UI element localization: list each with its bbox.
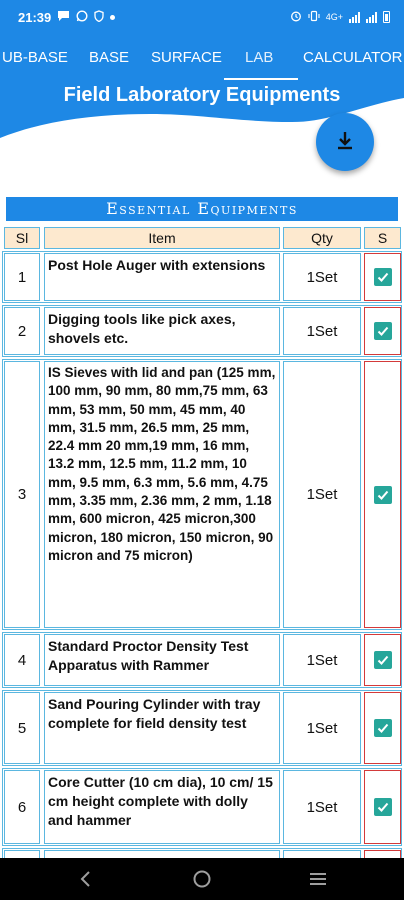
row-item: Standard Proctor Density Test Apparatus with Rammer: [44, 634, 280, 686]
row-sl: 2: [4, 307, 40, 355]
row-sl: 1: [4, 253, 40, 301]
check-icon: [376, 324, 390, 338]
header-qty: Qty: [283, 227, 361, 249]
status-left: [18, 10, 115, 25]
tab-base[interactable]: BASE: [89, 49, 130, 66]
chat-icon: [57, 10, 70, 24]
header-sl: Sl: [4, 227, 40, 249]
checkbox[interactable]: [374, 719, 392, 737]
row-item: IS Sieves with lid and pan (125 mm, 100 mm, 90 mm, 80 mm,75 mm, 63 mm, 53 mm, 50 mm, 45 mm, 40 mm, 31.5 mm, 26.5 mm, 25 mm, 22.4 mm 20 mm,19 mm, 16 mm, 13.2 mm, 12.5 mm, 11.2 mm, 10 mm, 9.5 mm, 6.3 mm, 5.6 mm, 4.75 mm, 3.35 mm, 2.36 mm, 2 mm, 1.18 mm, 600 micron, 425 micron,300 micron, 180 micron, 150 micron, 90 micron and 75 micron): [44, 361, 280, 628]
section-title: Essential Equipments: [6, 197, 398, 221]
row-sl: 6: [4, 770, 40, 844]
check-icon: [376, 721, 390, 735]
checkbox[interactable]: [374, 268, 392, 286]
row-sl: 3: [4, 361, 40, 628]
header-s: S: [364, 227, 401, 249]
row-status-cell: [364, 770, 401, 844]
whatsapp-icon: [76, 10, 88, 24]
checkbox[interactable]: [374, 486, 392, 504]
network-type-label: 4G+: [325, 11, 343, 22]
row-item: Core Cutter (10 cm dia), 10 cm/ 15 cm height complete with dolly and hammer: [44, 770, 280, 844]
row-qty: 1Set: [283, 634, 361, 686]
download-icon: [334, 129, 356, 156]
back-icon: [79, 870, 93, 888]
row-sl: 5: [4, 692, 40, 764]
row-item: Sand Pouring Cylinder with tray complete for field density test: [44, 692, 280, 764]
signal-2-icon: [366, 12, 377, 23]
row-status-cell: [364, 307, 401, 355]
menu-icon: [309, 871, 327, 887]
status-bar: [0, 0, 404, 34]
system-nav-bar: [0, 858, 404, 900]
row-sl-partial: [4, 850, 40, 858]
status-right: [290, 10, 390, 24]
back-button[interactable]: [66, 858, 106, 900]
page-title: Field Laboratory Equipments: [63, 84, 341, 106]
row-item: Digging tools like pick axes, shovels etc.: [44, 307, 280, 355]
download-button[interactable]: [316, 113, 374, 171]
row-qty: 1Set: [283, 361, 361, 628]
row-qty: 1Set: [283, 692, 361, 764]
row-status-cell: [364, 361, 401, 628]
recents-button[interactable]: [298, 858, 338, 900]
tab-surface[interactable]: SURFACE: [151, 49, 222, 66]
row-item: Post Hole Auger with extensions: [44, 253, 280, 301]
checkbox[interactable]: [374, 651, 392, 669]
status-time: 21:39: [18, 9, 52, 25]
checkbox[interactable]: [374, 322, 392, 340]
signal-icon: [349, 12, 360, 23]
check-icon: [376, 653, 390, 667]
vibrate-icon: [308, 10, 320, 24]
row-qty: 1Set: [283, 253, 361, 301]
shield-icon: [94, 10, 104, 24]
battery-icon: [383, 11, 390, 23]
home-icon: [192, 869, 212, 889]
row-status-partial: [364, 850, 401, 858]
check-icon: [376, 488, 390, 502]
row-status-cell: [364, 634, 401, 686]
check-icon: [376, 270, 390, 284]
row-qty-partial: [283, 850, 361, 858]
alarm-icon: [290, 10, 302, 24]
row-item-partial: [44, 850, 280, 858]
checkbox[interactable]: [374, 798, 392, 816]
header-item: Item: [44, 227, 280, 249]
row-status-cell: [364, 253, 401, 301]
tab-bar: [0, 34, 404, 82]
tab-lab[interactable]: LAB: [245, 49, 274, 66]
row-sl: 4: [4, 634, 40, 686]
home-button[interactable]: [182, 858, 222, 900]
row-qty: 1Set: [283, 770, 361, 844]
tab-sub-base[interactable]: UB-BASE: [2, 49, 68, 66]
tab-calculator[interactable]: CALCULATOR: [303, 49, 403, 66]
row-qty: 1Set: [283, 307, 361, 355]
notification-dot-icon: [110, 15, 115, 20]
check-icon: [376, 800, 390, 814]
row-status-cell: [364, 692, 401, 764]
